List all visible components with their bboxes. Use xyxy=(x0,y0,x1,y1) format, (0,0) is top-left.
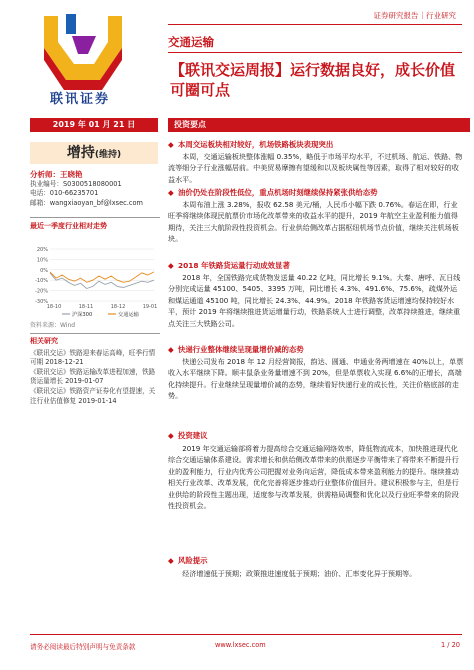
related-item[interactable]: 《联讯交运》铁路资产证券化有望提速，关注行业估值修复 2019-01-14 xyxy=(30,386,156,405)
section-heading: ◆ 2018 年铁路货运量行动成效显著 xyxy=(168,261,290,270)
chart-title-text: 最近一季度行业相对走势 xyxy=(30,222,107,230)
rating-main: 增持 xyxy=(66,145,95,161)
y-tick-label: -10% xyxy=(35,278,48,285)
analyst-phone: 电话：010-66235701 xyxy=(30,189,99,198)
logo-text: 联讯证券 xyxy=(50,92,111,107)
chart-source: 资料来源：Wind xyxy=(30,322,76,329)
y-tick-label: -20% xyxy=(35,288,48,295)
y-tick-label: -30% xyxy=(35,299,48,305)
analyst-license: 执业编号：S0300518080001 xyxy=(30,179,122,188)
x-tick-label: 18-12 xyxy=(110,304,126,310)
summary-heading: 投资要点 xyxy=(168,118,470,132)
sector-label: 交通运输 xyxy=(168,35,214,49)
legend-label: 沪深300 xyxy=(72,312,93,318)
y-tick-label: 20% xyxy=(36,247,48,253)
report-title: 【联讯交运周报】运行数据良好，成长价值可圈可点 xyxy=(170,61,456,99)
relative-performance-chart xyxy=(30,245,158,320)
analyst-name: 分析师：王晓艳 xyxy=(30,170,83,179)
x-tick-label: 18-11 xyxy=(78,304,94,310)
rating-badge xyxy=(30,142,158,164)
x-tick-label: 19-01 xyxy=(142,304,158,310)
chart-title xyxy=(30,222,160,232)
side-divider-2 xyxy=(30,333,160,334)
section-body: 本周布油上涨 3.28%，报收 62.58 美元/桶，人民币小幅下跌 0.76%。春运在即，行业旺季将继续体现民航票价市场化改革带来的收益水平的提升，2019 年航空主业盈利能力值得期待，关注三大航阶段性投资机会。行业供给侧改革占据枢纽机场节点价值，继续关注机场板块。 xyxy=(168,200,459,244)
section-body: 经济增速低于预期；政策推进速度低于预期；油价、汇率变化异于预期等。 xyxy=(182,569,417,578)
section-body: 2019 年交通运输部将着力提高综合交通运输网络效率，降低物流成本，加快推进现代化综合交通运输体系建设。需求增长和供给侧改革带来的供需逐步平衡带来了将带来不断提升行业的盈利能力，行业内优秀公司把握对业务向运营，降低成本带来盈利能力的提升。继续推动相关行业改革、改革发展，优化完善将逐步推动行业整体价值回升。建议积极参与主，但是行业供给的阶段性主题出现，适度参与改革发展，供需格局调整和优化以及行业旺季带来的阶段性投资机会。 xyxy=(168,444,459,511)
y-tick-label: 0% xyxy=(40,267,48,274)
section-heading: ◆ 快递行业整体继续呈现量增价减的态势 xyxy=(168,345,304,354)
section-body: 快递公司发布 2018 年 12 月经营简报，韵达、圆通、申通业务两增速在 40%以上，单票收入水平继续下降。顺丰鼠条业务量增速不到 20%，但是单票收入实现 6.6%的正增长，高端化持续提升。行业继续呈现量增价减的态势，继续看好快递行业的成长性，关注价格底部的走势。 xyxy=(168,357,464,401)
section-body: 2018 年，全国铁路完成货物发送量 40.22 亿吨，同比增长 9.1%。大秦、唐呼、瓦日线分别完成运量 45100、5405、3395 万吨，同比增长 4.3%、491.6%、75.6%，疏煤外运和煤运通道 45100 吨，同比增长 24.3%、44.9%。2018 年铁路客货运增速均保持较好水平，预计 2019 年将继续推进货运增量行动，铁路系统人士进行调整，改革持续推进，继续重点关注三大铁路公司。 xyxy=(168,273,461,328)
header-divider xyxy=(168,24,462,25)
related-research xyxy=(30,337,160,406)
related-item[interactable]: 《联讯交运》铁路迎来春运高峰，旺季行情可期 2018-12-21 xyxy=(30,348,156,367)
side-divider xyxy=(30,217,160,218)
section-body: 本周，交通运输板块整体涨幅 0.35%，略低于市场平均水平，不过机场、航运、铁路、物流等细分子行业涨幅居前。中美贸易摩擦有望缓和以及板块属性等因素，取得了相对较好的收益水平。 xyxy=(168,152,463,184)
rating-sub: (维持) xyxy=(94,150,122,160)
section-heading: ◆ 风险提示 xyxy=(168,556,208,565)
section-heading: ◆ 投资建议 xyxy=(168,431,208,440)
page-number: 1 / 20 xyxy=(441,641,460,649)
analyst-email: 邮箱：wangxiaoyan_bf@lxsec.com xyxy=(30,198,143,207)
section-heading: ◆ 油价仍处在阶段性低位，重点机场时刻继续保持紧张供给态势 xyxy=(168,188,378,197)
footer-url[interactable]: www.lxsec.com xyxy=(215,641,266,649)
section-heading: ◆ 本周交运板块相对较好，机场铁路板块表现突出 xyxy=(168,140,334,149)
analyst-info xyxy=(30,170,160,208)
report-type-tag: 证券研究报告｜行业研究 xyxy=(373,11,456,20)
y-tick-label: 10% xyxy=(36,257,48,264)
x-tick-label: 18-10 xyxy=(46,304,62,310)
company-logo xyxy=(36,8,136,108)
footer-disclaimer[interactable]: 请务必阅读最后特别声明与免责条款 xyxy=(30,643,136,651)
related-label: 相关研究 xyxy=(30,337,58,345)
report-date: 2019 年 01 月 21 日 xyxy=(30,118,158,132)
sector-divider xyxy=(168,52,462,53)
legend-label: 交通运输 xyxy=(118,312,139,318)
related-item[interactable]: 《联讯交运》铁路运输改革进程加速，铁路货运量增长 2019-01-07 xyxy=(30,367,156,386)
footer-divider xyxy=(30,634,462,635)
